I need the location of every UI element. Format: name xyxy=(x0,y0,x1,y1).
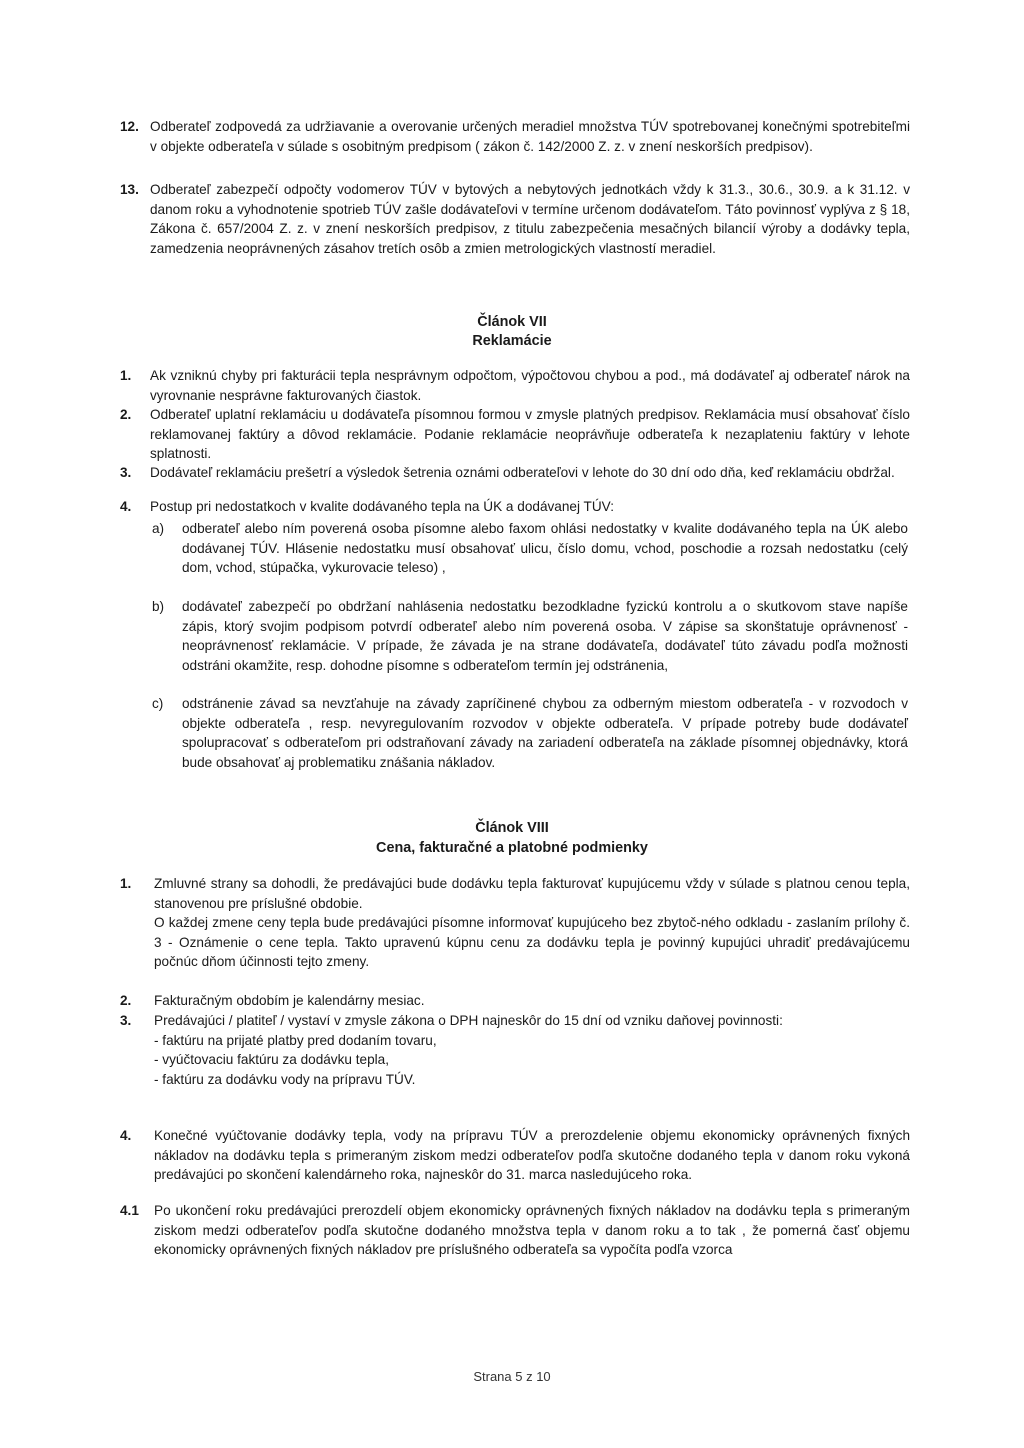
paragraph-number: 1. xyxy=(120,368,132,383)
article-8-title: Cena, fakturačné a platobné podmienky xyxy=(376,840,648,856)
list-item: - faktúru za dodávku vody na prípravu TÚV. xyxy=(154,1071,416,1087)
paragraph-number: 3. xyxy=(120,465,132,480)
paragraph-text: Fakturačným obdobím je kalendárny mesiac. xyxy=(154,993,425,1008)
paragraph-number: 4.1 xyxy=(120,1203,139,1218)
page-footer: Strana 5 z 10 xyxy=(473,1369,551,1384)
paragraph-12 xyxy=(120,117,910,177)
paragraph-number: 2. xyxy=(120,993,132,1008)
list-item: - faktúru na prijaté platby pred dodaním tovaru, xyxy=(154,1032,437,1048)
paragraph-text xyxy=(154,1011,910,1089)
article-7-paragraph-1 xyxy=(120,366,910,406)
item-label: a) xyxy=(152,521,165,536)
paragraph-number: 2. xyxy=(120,407,132,422)
paragraph-intro: Predávajúci / platiteľ / vystaví v zmysle zákona o DPH najneskôr do 15 dní od vzniku daňovej povinnosti: xyxy=(154,1013,783,1028)
item-label: c) xyxy=(152,696,164,711)
paragraph-number: 4. xyxy=(120,1128,132,1143)
paragraph-text xyxy=(154,874,910,972)
paragraph-number: 3. xyxy=(120,1013,132,1028)
article-7-item-b xyxy=(152,597,908,697)
article-8-paragraph-1 xyxy=(120,874,910,994)
item-text: odstránenie závad sa nevzťahuje na závady zapríčinené chybou za odberným miestom odberateľa - v rozvodoch v objekte odberateľa , resp. nevyregulovaním rozvodov v objekte odberateľa. V prípade potreby bude dodávateľ spolupracovať s odberateľom pri odstraňovaní závady na zariadení odberateľa na základe písomnej objednávky, ktorá bude obsahovať aj problematiku znášania nákladov. xyxy=(182,696,908,770)
paragraph-13 xyxy=(120,180,910,280)
article-8-heading: Článok VIII xyxy=(475,820,549,836)
article-8-paragraph-2 xyxy=(120,991,910,1011)
paragraph-text: Odberateľ zabezpečí odpočty vodomerov TÚV v bytových a nebytových jednotkách vždy k 31.3., 30.6., 30.9. a k 31.12. v danom roku a vyhodnotenie spotrieb TÚV zašle dodávateľovi v termíne určenom dodávateľom. Táto povinnosť vyplýva z § 18, Zákona č. 657/2004 Z. z. v znení neskorších predpisov, z titulu zabezpečenia mesačných bilancií výroby a dodávky tepla, zamedzenia neoprávnených zásahov tretích osôb a zmien metrologických vlastností meradiel. xyxy=(150,182,910,256)
article-8-paragraph-4-1 xyxy=(120,1201,910,1281)
item-text: dodávateľ zabezpečí po obdržaní nahlásenia nedostatku bezodkladne fyzickú kontrolu a o skutkovom stave napíše zápis, ktorý svojim podpisom potvrdí odberateľ alebo ním poverená osoba. V zápise sa skonštatuje oprávnenosť - neoprávnenosť reklamácie. V prípade, že závada je na strane dodávateľa, dodávateľ túto závadu podľa možnosti odstráni okamžite, resp. dohodne písomne s odberateľom termín jej odstránenia, xyxy=(182,599,908,673)
article-7-heading: Článok VII xyxy=(477,314,547,330)
article-7-item-a xyxy=(152,519,908,599)
article-7-item-c xyxy=(152,694,908,794)
article-8-paragraph-3 xyxy=(120,1011,910,1121)
article-7-paragraph-4 xyxy=(120,497,910,517)
paragraph-number: 1. xyxy=(120,876,132,891)
paragraph-text: Ak vzniknú chyby pri fakturácii tepla nesprávnym odpočtom, výpočtovou chybou a pod., má dodávateľ aj odberateľ nárok na vyrovnanie nesprávne fakturovaných čiastok. xyxy=(150,368,910,403)
paragraph-text: Odberateľ uplatní reklamáciu u dodávateľa písomnou formou v zmysle platných predpisov. Reklamácia musí obsahovať číslo reklamovanej faktúry a dôvod reklamácie. Podanie reklamácie neoprávňuje odberateľa k nezaplateniu faktúry v lehote splatnosti. xyxy=(150,407,910,462)
paragraph-text: Po ukončení roku predávajúci prerozdelí objem ekonomicky oprávnených fixných nákladov na dodávku tepla s primeraným ziskom medzi odberateľov podľa skutočne dodaného množstva tepla v danom roku a to tak , že pomerná časť objemu ekonomicky oprávnených fixných nákladov pre príslušného odberateľa sa vypočíta podľa vzorca xyxy=(154,1203,910,1258)
paragraph-text: Postup pri nedostatkoch v kvalite dodávaného tepla na ÚK a dodávanej TÚV: xyxy=(150,499,614,514)
list-item: - vyúčtovaciu faktúru za dodávku tepla, xyxy=(154,1052,389,1068)
paragraph-number: 12. xyxy=(120,119,139,134)
article-7-title: Reklamácie xyxy=(472,333,552,349)
item-label: b) xyxy=(152,599,165,614)
item-text: odberateľ alebo ním poverená osoba písomne alebo faxom ohlási nedostatky v kvalite dodávaného tepla na ÚK alebo dodávanej TÚV. Hlásenie nedostatku musí obsahovať ulicu, číslo domu, vchod, poschodie a rozsah nedostatku (celý dom, vchod, stúpačka, vykurovacie teleso) , xyxy=(182,521,908,576)
paragraph-text-part-2: O každej zmene ceny tepla bude predávajúci písomne informovať kupujúceho bez zbytoč-ného odkladu - zaslaním prílohy č. 3 - Oznámenie o cene tepla. Takto upravenú kúpnu cenu za dodávku tepla je povinný kupujúci uhradiť predávajúcemu počnúc dňom účinnosti tejto zmeny. xyxy=(154,915,910,970)
paragraph-text: Odberateľ zodpovedá za udržiavanie a overovanie určených meradiel množstva TÚV spotrebovanej konečnými spotrebiteľmi v objekte odberateľa v súlade s osobitným predpisom ( zákon č. 142/2000 Z. z. v znení neskorších predpisov). xyxy=(150,119,910,154)
paragraph-text: Konečné vyúčtovanie dodávky tepla, vody na prípravu TÚV a prerozdelenie objemu ekonomicky oprávnených fixných nákladov na dodávku tepla s primeraným ziskom medzi odberateľov podľa skutočne dodaného tepla v danom roku vykoná predávajúci po skončení kalendárneho roka, najneskôr do 31. marca nasledujúceho roka. xyxy=(154,1128,910,1183)
article-8-paragraph-4 xyxy=(120,1126,910,1206)
paragraph-text: Dodávateľ reklamáciu prešetrí a výsledok šetrenia oznámi odberateľovi v lehote do 30 dní odo dňa, keď reklamáciu obdržal. xyxy=(150,465,895,480)
paragraph-number: 4. xyxy=(120,499,132,514)
paragraph-text-part-1: Zmluvné strany sa dohodli, že predávajúci bude dodávku tepla fakturovať kupujúcemu vždy v súlade s platnou cenou tepla, stanovenou pre príslušné obdobie. xyxy=(154,876,910,911)
paragraph-number: 13. xyxy=(120,182,139,197)
article-7-paragraph-2 xyxy=(120,405,910,465)
